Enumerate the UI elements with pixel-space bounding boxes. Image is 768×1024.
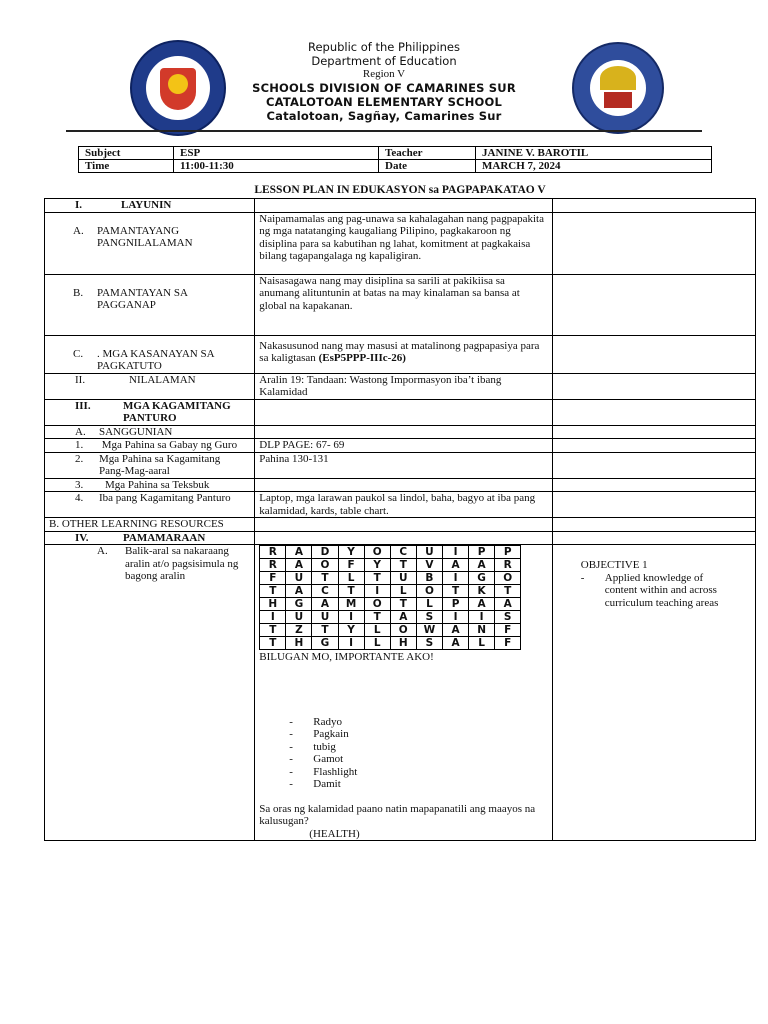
puzzle-cell: D bbox=[312, 546, 338, 559]
puzzle-cell: G bbox=[469, 572, 495, 585]
row-kasanayan-label: C. . MGA KASANAYAN SA PAGKATUTO bbox=[45, 335, 255, 373]
puzzle-cell: C bbox=[312, 585, 338, 598]
date-label: Date bbox=[379, 160, 476, 173]
row-activity bbox=[255, 545, 552, 841]
time-label: Time bbox=[79, 160, 174, 173]
puzzle-cell: S bbox=[495, 611, 521, 624]
puzzle-cell: U bbox=[286, 611, 312, 624]
puzzle-row bbox=[260, 598, 521, 611]
puzzle-row bbox=[260, 624, 521, 637]
row-balik-aral-label: A. Balik-aral sa nakaraang aralin at/o pagsisimula ng bagong aralin bbox=[45, 545, 255, 841]
puzzle-cell: I bbox=[443, 572, 469, 585]
puzzle-cell: H bbox=[260, 598, 286, 611]
puzzle-cell: O bbox=[364, 598, 390, 611]
puzzle-cell: T bbox=[364, 611, 390, 624]
puzzle-cell: G bbox=[286, 598, 312, 611]
puzzle-cell: A bbox=[495, 598, 521, 611]
puzzle-cell: R bbox=[260, 559, 286, 572]
row-nilalaman-content: Aralin 19: Tandaan: Wastong Impormasyon iba’t ibang Kalamidad bbox=[255, 373, 552, 399]
puzzle-row bbox=[260, 585, 521, 598]
puzzle-cell: U bbox=[286, 572, 312, 585]
puzzle-cell: L bbox=[469, 637, 495, 650]
puzzle-row bbox=[260, 637, 521, 650]
puzzle-cell: O bbox=[390, 624, 416, 637]
puzzle-cell: T bbox=[312, 624, 338, 637]
list-item: - tubig bbox=[289, 741, 547, 754]
puzzle-cell: B bbox=[416, 572, 442, 585]
puzzle-row bbox=[260, 572, 521, 585]
puzzle-cell: N bbox=[469, 624, 495, 637]
puzzle-cell: O bbox=[312, 559, 338, 572]
puzzle-cell: T bbox=[260, 585, 286, 598]
row-layunin: I. LAYUNIN bbox=[45, 199, 255, 213]
puzzle-cell: I bbox=[469, 611, 495, 624]
puzzle-cell: T bbox=[312, 572, 338, 585]
puzzle-cell: S bbox=[416, 611, 442, 624]
teacher-label: Teacher bbox=[379, 147, 476, 160]
time-value: 11:00-11:30 bbox=[174, 160, 379, 173]
puzzle-cell: K bbox=[469, 585, 495, 598]
header-region: Region V bbox=[362, 68, 406, 80]
row-mag-aaral-label: 2. Mga Pahina sa Kagamitang Pang-Mag-aaral bbox=[45, 452, 255, 478]
puzzle-cell: L bbox=[338, 572, 364, 585]
lesson-plan-title: LESSON PLAN IN EDUKASYON sa PAGPAPAKATAO V bbox=[254, 184, 546, 196]
list-item: - Gamot bbox=[289, 753, 547, 766]
activity-tag: (HEALTH) bbox=[309, 827, 360, 840]
puzzle-cell: R bbox=[260, 546, 286, 559]
puzzle-cell: A bbox=[286, 559, 312, 572]
puzzle-cell: A bbox=[286, 546, 312, 559]
puzzle-cell: F bbox=[338, 559, 364, 572]
puzzle-cell: A bbox=[312, 598, 338, 611]
puzzle-cell: U bbox=[390, 572, 416, 585]
puzzle-cell: U bbox=[416, 546, 442, 559]
row-pagganap-label: B. PAMANTAYAN SA PAGGANAP bbox=[45, 274, 255, 335]
item-list bbox=[259, 716, 547, 791]
row-pamamaraan-label: IV. PAMAMARAAN bbox=[45, 531, 255, 545]
row-other-resources: B. OTHER LEARNING RESOURCES bbox=[45, 518, 255, 532]
row-kagamitan-label: III. MGA KAGAMITANG PANTURO bbox=[45, 399, 255, 425]
puzzle-cell: W bbox=[416, 624, 442, 637]
puzzle-cell: T bbox=[260, 637, 286, 650]
puzzle-cell: Z bbox=[286, 624, 312, 637]
puzzle-cell: F bbox=[260, 572, 286, 585]
objective-title: OBJECTIVE 1 bbox=[580, 559, 648, 571]
header-deped: Department of Education bbox=[311, 54, 457, 68]
header-republic: Republic of the Philippines bbox=[307, 40, 461, 54]
puzzle-cell: Y bbox=[364, 559, 390, 572]
row-iba-pa-label: 4. Iba pang Kagamitang Panturo bbox=[45, 492, 255, 518]
list-item: - Flashlight bbox=[289, 766, 547, 779]
row-gabay-content: DLP PAGE: 67- 69 bbox=[255, 439, 552, 453]
activity-instruction: BILUGAN MO, IMPORTANTE AKO! bbox=[259, 651, 434, 663]
row-pamantayang-content: Naipamamalas ang pag-unawa sa kahalagahan nang pagpapakita ng mga natatanging kaugaliang Pilipino, pagkakaroon ng disiplina para sa kabutihan ng lahat, komitment at pagkakaisa bilang tagapangalaga ng kapaligiran. bbox=[255, 212, 552, 274]
list-item: - Pagkain bbox=[289, 728, 547, 741]
row-mag-aaral-content: Pahina 130-131 bbox=[255, 452, 552, 478]
puzzle-cell: C bbox=[390, 546, 416, 559]
puzzle-row bbox=[260, 611, 521, 624]
puzzle-cell: O bbox=[364, 546, 390, 559]
puzzle-cell: I bbox=[338, 637, 364, 650]
puzzle-cell: F bbox=[495, 637, 521, 650]
objective-text: Applied knowledge of content within and across curriculum teaching areas bbox=[604, 571, 719, 609]
puzzle-cell: U bbox=[312, 611, 338, 624]
puzzle-cell: Y bbox=[338, 546, 364, 559]
header-divider bbox=[66, 130, 702, 132]
puzzle-cell: I bbox=[364, 585, 390, 598]
puzzle-cell: L bbox=[364, 637, 390, 650]
puzzle-cell: A bbox=[469, 598, 495, 611]
puzzle-cell: T bbox=[390, 559, 416, 572]
info-table bbox=[78, 146, 712, 173]
lesson-plan-table bbox=[44, 198, 756, 841]
puzzle-cell: L bbox=[390, 585, 416, 598]
row-objective: OBJECTIVE 1 - Applied knowledge of content within and across curriculum teaching areas bbox=[552, 545, 755, 841]
subject-label: Subject bbox=[79, 147, 174, 160]
row-sanggunian-label: A. SANGGUNIAN bbox=[45, 425, 255, 439]
subject-value: ESP bbox=[174, 147, 379, 160]
puzzle-cell: H bbox=[390, 637, 416, 650]
row-pamantayang-label: A. PAMANTAYANG PANGNILALAMAN bbox=[45, 212, 255, 274]
row-pagganap-content: Naisasagawa nang may disiplina sa sarili at pakikiisa sa anumang alituntunin at batas na may kinalaman sa bansa at global na kapakanan. bbox=[255, 274, 552, 335]
puzzle-cell: T bbox=[390, 598, 416, 611]
letterhead bbox=[0, 40, 768, 123]
puzzle-cell: A bbox=[286, 585, 312, 598]
header-division: SCHOOLS DIVISION OF CAMARINES SUR bbox=[252, 81, 516, 95]
puzzle-cell: Y bbox=[338, 624, 364, 637]
list-item: - Radyo bbox=[289, 716, 547, 729]
puzzle-cell: F bbox=[495, 624, 521, 637]
puzzle-cell: O bbox=[495, 572, 521, 585]
activity-question: Sa oras ng kalamidad paano natin mapapanatili ang maayos na kalusugan? bbox=[259, 802, 536, 827]
header-address: Catalotoan, Sagñay, Camarines Sur bbox=[266, 109, 502, 123]
row-iba-pa-content: Laptop, mga larawan paukol sa lindol, baha, bagyo at iba pang kalamidad, kards, table chart. bbox=[255, 492, 552, 518]
puzzle-cell: A bbox=[390, 611, 416, 624]
puzzle-cell: V bbox=[416, 559, 442, 572]
puzzle-cell: H bbox=[286, 637, 312, 650]
puzzle-cell: I bbox=[260, 611, 286, 624]
puzzle-cell: S bbox=[416, 637, 442, 650]
puzzle-cell: A bbox=[443, 559, 469, 572]
puzzle-cell: M bbox=[338, 598, 364, 611]
puzzle-cell: G bbox=[312, 637, 338, 650]
puzzle-cell: T bbox=[443, 585, 469, 598]
teacher-value: JANINE V. BAROTIL bbox=[476, 147, 712, 160]
puzzle-cell: R bbox=[495, 559, 521, 572]
puzzle-cell: I bbox=[443, 611, 469, 624]
puzzle-cell: L bbox=[416, 598, 442, 611]
puzzle-cell: T bbox=[338, 585, 364, 598]
puzzle-cell: T bbox=[495, 585, 521, 598]
row-gabay-label: 1. Mga Pahina sa Gabay ng Guro bbox=[45, 439, 255, 453]
row-teksbuk-label: 3. Mga Pahina sa Teksbuk bbox=[45, 478, 255, 492]
row-kasanayan-content: Nakasusunod nang may masusi at matalinong pagpapasiya para sa kaligtasan (EsP5PPP-IIIc-26) bbox=[255, 335, 552, 373]
puzzle-cell: A bbox=[469, 559, 495, 572]
puzzle-cell: P bbox=[495, 546, 521, 559]
puzzle-cell: L bbox=[364, 624, 390, 637]
word-search-puzzle bbox=[259, 545, 521, 650]
puzzle-cell: T bbox=[364, 572, 390, 585]
puzzle-cell: I bbox=[443, 546, 469, 559]
list-item: - Damit bbox=[289, 778, 547, 791]
puzzle-cell: O bbox=[416, 585, 442, 598]
header-school: CATALOTOAN ELEMENTARY SCHOOL bbox=[265, 95, 503, 109]
puzzle-cell: A bbox=[443, 637, 469, 650]
puzzle-cell: I bbox=[338, 611, 364, 624]
puzzle-row bbox=[260, 559, 521, 572]
date-value: MARCH 7, 2024 bbox=[476, 160, 712, 173]
puzzle-row bbox=[260, 546, 521, 559]
puzzle-cell: P bbox=[469, 546, 495, 559]
puzzle-cell: P bbox=[443, 598, 469, 611]
puzzle-cell: A bbox=[443, 624, 469, 637]
puzzle-cell: T bbox=[260, 624, 286, 637]
row-nilalaman-label: II. NILALAMAN bbox=[45, 373, 255, 399]
